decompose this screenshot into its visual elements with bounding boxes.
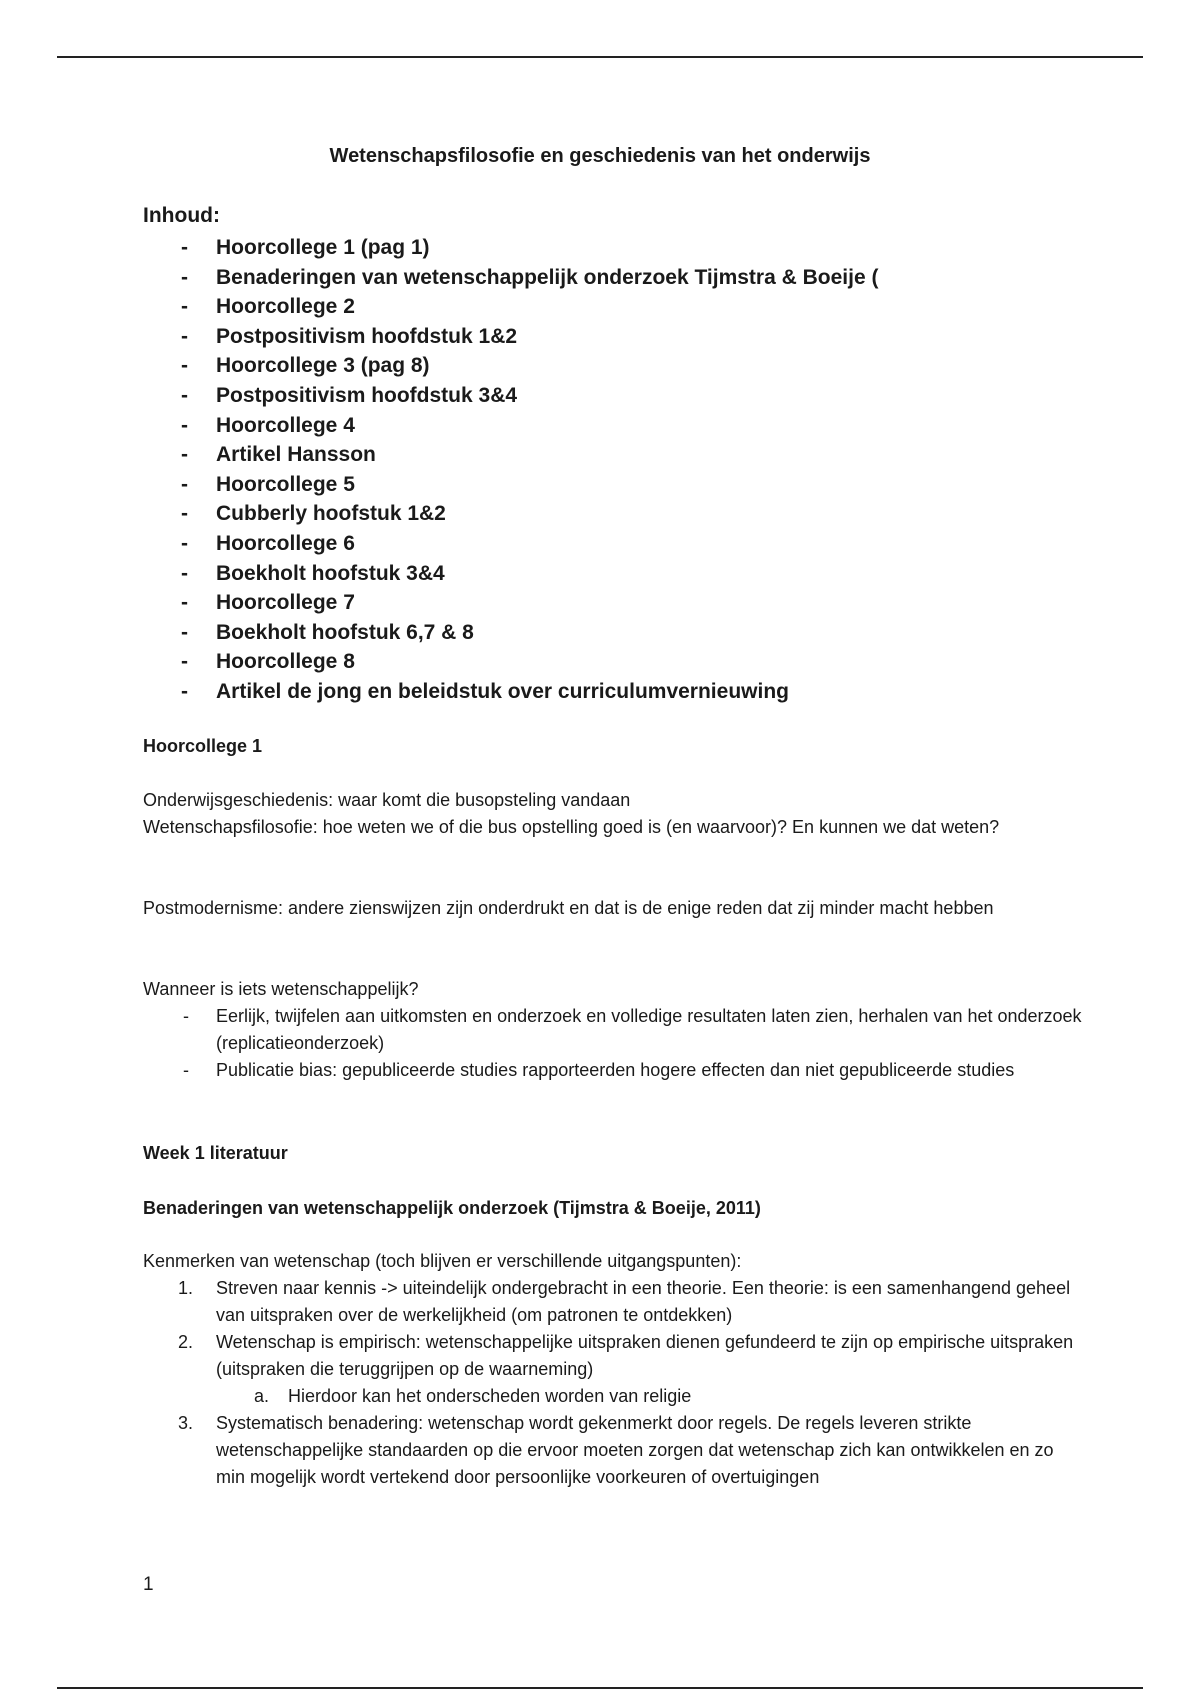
lecture1-question: Wanneer is iets wetenschappelijk?	[143, 979, 419, 999]
toc-item: - Cubberly hoofstuk 1&2	[143, 499, 878, 529]
list-item-text: Wetenschap is empirisch: wetenschappelijke uitspraken dienen gefundeerd te zijn op empirische uitspraken (uitspraken die teruggrijpen op de waarneming)	[216, 1332, 1074, 1379]
list-item-text: Streven naar kennis -> uiteindelijk ondergebracht in een theorie. Een theorie: is een samenhangend geheel van uitspraken over de werkelijkheid (om patronen te ontdekken)	[216, 1278, 1071, 1325]
toc-heading: Inhoud:	[143, 204, 220, 227]
sub-list-item-text: Hierdoor kan het onderscheden worden van religie	[288, 1386, 692, 1406]
toc-item: - Artikel Hansson	[143, 440, 878, 470]
list-item: - Publicatie bias: gepubliceerde studies rapporteerden hogere effecten dan niet gepubliceerde studies	[143, 1057, 1083, 1084]
toc-item: - Boekholt hoofstuk 6,7 & 8	[143, 618, 878, 648]
document-title: Wetenschapsfilosofie en geschiedenis van het onderwijs	[329, 145, 871, 167]
week1-heading: Week 1 literatuur	[143, 1143, 288, 1163]
sub-list-item	[216, 1383, 1083, 1410]
toc-item: - Hoorcollege 5	[143, 470, 878, 500]
week1-intro: Kenmerken van wetenschap (toch blijven er verschillende uitgangspunten):	[143, 1251, 742, 1271]
bottom-rule	[57, 1687, 1143, 1689]
lecture1-paragraph-philosophy: Wetenschapsfilosofie: hoe weten we of die bus opstelling goed is (en waarvoor)? En kunnen we dat weten?	[143, 817, 1000, 837]
list-item-text: Systematisch benadering: wetenschap wordt gekenmerkt door regels. De regels leveren strikte wetenschappelijke standaarden op die ervoor moeten zorgen dat wetenschap zich kan ontwikkelen en zo min mogelijk wordt vertekend door persoonlijke voorkeuren of overtuigingen	[216, 1413, 1054, 1487]
week1-subheading: Benaderingen van wetenschappelijk onderzoek (Tijmstra & Boeije, 2011)	[143, 1198, 761, 1218]
toc-item: - Hoorcollege 3 (pag 8)	[143, 351, 878, 381]
list-item	[143, 1329, 1083, 1410]
list-marker: 2.	[178, 1332, 194, 1352]
toc-item: - Hoorcollege 2	[143, 292, 878, 322]
page-number: 1	[143, 1574, 154, 1595]
sub-list-marker: a.	[254, 1386, 270, 1406]
toc-item: - Artikel de jong en beleidstuk over curriculumvernieuwing	[143, 677, 878, 707]
list-marker: 1.	[178, 1278, 194, 1298]
toc-item: - Hoorcollege 4	[143, 411, 878, 441]
sub-list	[216, 1383, 1083, 1410]
top-rule	[57, 56, 1143, 58]
lecture1-bullet-list	[143, 1003, 1083, 1084]
toc-item: - Hoorcollege 8	[143, 647, 878, 677]
list-item	[143, 1410, 1083, 1491]
table-of-contents	[143, 233, 878, 707]
toc-item: - Hoorcollege 6	[143, 529, 878, 559]
list-item	[143, 1275, 1083, 1329]
list-item: - Eerlijk, twijfelen aan uitkomsten en onderzoek en volledige resultaten laten zien, herhalen van het onderzoek (replicatieonderzoek)	[143, 1003, 1083, 1057]
toc-item: - Postpositivism hoofdstuk 1&2	[143, 322, 878, 352]
lecture1-paragraph-history: Onderwijsgeschiedenis: waar komt die busopsteling vandaan	[143, 790, 631, 810]
week1-numbered-list	[143, 1275, 1083, 1491]
lecture1-heading: Hoorcollege 1	[143, 736, 263, 756]
toc-item: - Hoorcollege 1 (pag 1)	[143, 233, 878, 263]
toc-item: - Benaderingen van wetenschappelijk onderzoek Tijmstra & Boeije (	[143, 263, 878, 293]
lecture1-paragraph-postmodernism: Postmodernisme: andere zienswijzen zijn onderdrukt en dat is de enige reden dat zij minder macht hebben	[143, 898, 994, 918]
list-marker: 3.	[178, 1413, 194, 1433]
toc-item: - Postpositivism hoofdstuk 3&4	[143, 381, 878, 411]
toc-item: - Boekholt hoofstuk 3&4	[143, 559, 878, 589]
toc-item: - Hoorcollege 7	[143, 588, 878, 618]
